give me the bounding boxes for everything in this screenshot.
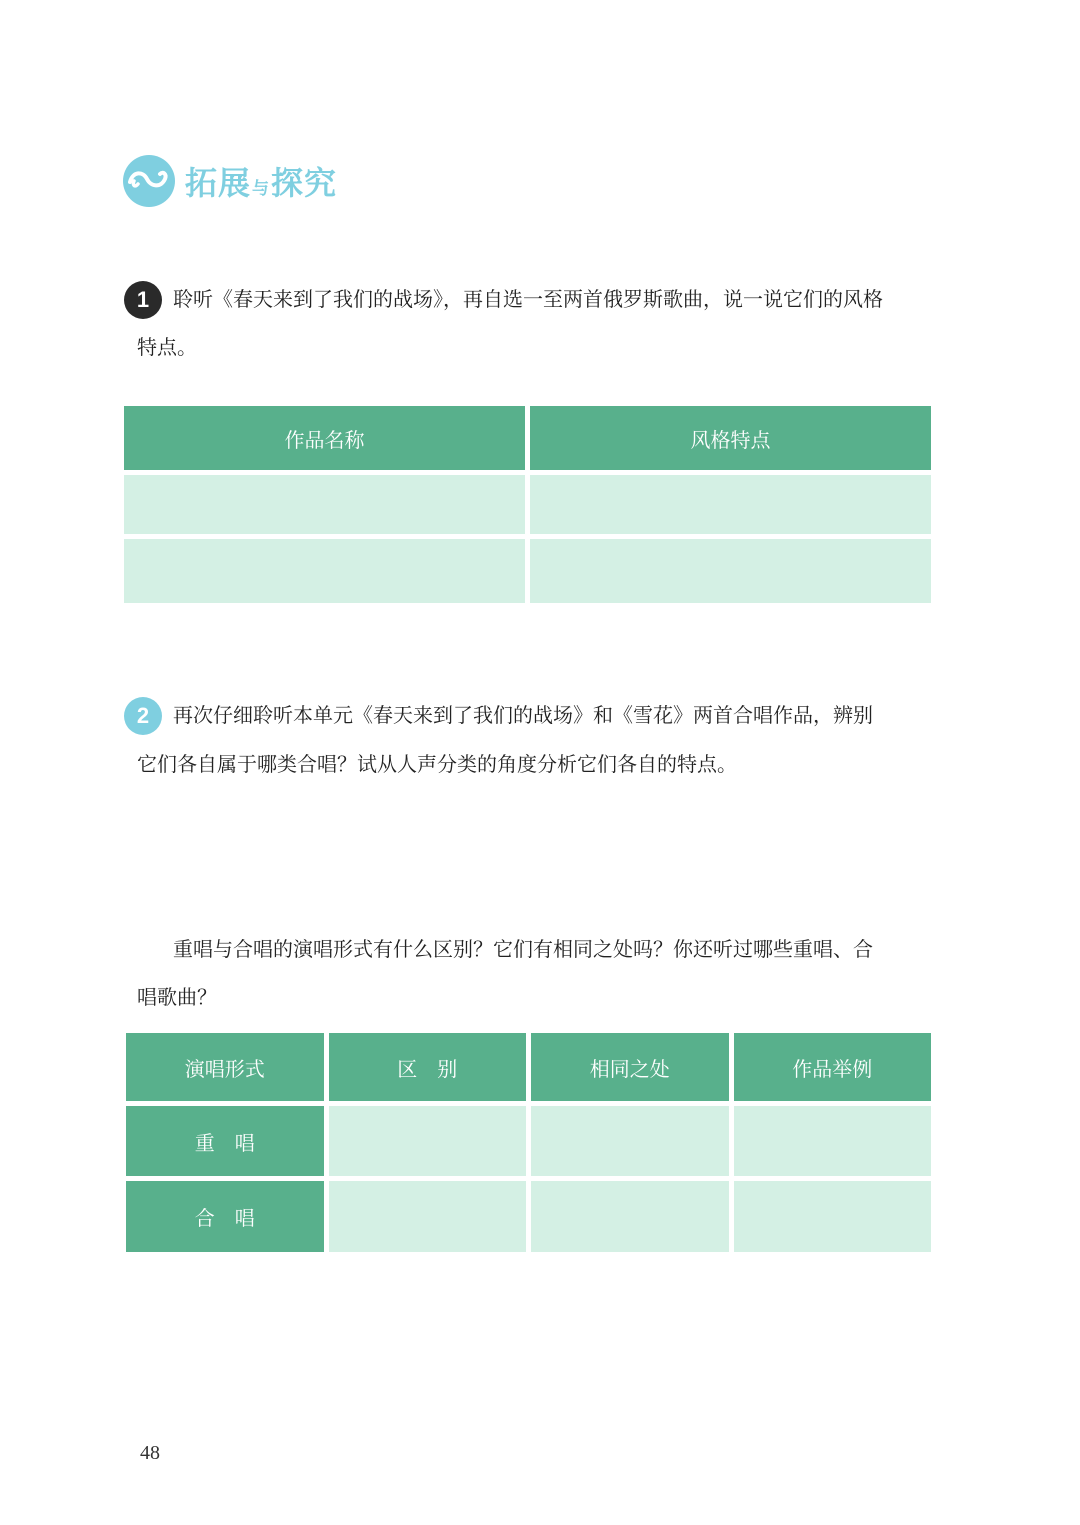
question-2-line-1: 再次仔细聆听本单元《春天来到了我们的战场》和《雪花》两首合唱作品，辨别 [173,703,873,727]
table-header-cell: 风格特点 [530,406,931,470]
row-label-cell: 合 唱 [126,1181,324,1252]
answer-cell[interactable] [124,539,525,603]
answer-cell[interactable] [734,1181,932,1252]
table-header-cell: 相同之处 [531,1033,729,1101]
page-number: 48 [140,1442,160,1464]
answer-cell[interactable] [734,1106,932,1176]
section-title-connector: 与 [252,179,271,199]
answer-cell[interactable] [531,1106,729,1176]
answer-cell[interactable] [124,475,525,534]
row-label-cell: 重 唱 [126,1106,324,1176]
table-header-row [126,1033,931,1101]
table-row [124,539,931,603]
table-header-row [124,406,931,470]
style-analysis-table [119,401,936,608]
question-3-line-2: 唱歌曲？ [137,985,217,1009]
answer-cell[interactable] [531,1181,729,1252]
answer-cell[interactable] [329,1106,527,1176]
question-2-line-2: 它们各自属于哪类合唱？试从人声分类的角度分析它们各自的特点。 [137,752,737,776]
section-title-part2: 探究 [271,164,338,202]
answer-cell[interactable] [329,1181,527,1252]
table-header-cell: 作品名称 [124,406,525,470]
table-row [124,475,931,534]
singing-form-table [121,1028,936,1257]
answer-cell[interactable] [530,475,931,534]
question-1-line-1: 聆听《春天来到了我们的战场》，再自选一至两首俄罗斯歌曲，说一说它们的风格 [173,287,883,311]
table-row [126,1181,931,1252]
question-1-line-2: 特点。 [137,335,197,359]
section-header [123,153,337,209]
question-number-badge: 1 [124,281,162,319]
table-header-cell: 区 别 [329,1033,527,1101]
table-header-cell: 作品举例 [734,1033,932,1101]
answer-cell[interactable] [530,539,931,603]
question-number-badge: 2 [124,697,162,735]
section-title-part1: 拓展 [185,164,252,202]
table-header-cell: 演唱形式 [126,1033,324,1101]
section-title [185,158,337,204]
question-3-line-1: 重唱与合唱的演唱形式有什么区别？它们有相同之处吗？你还听过哪些重唱、合 [173,937,873,961]
table-row [126,1106,931,1176]
wave-circle-icon [123,155,175,207]
